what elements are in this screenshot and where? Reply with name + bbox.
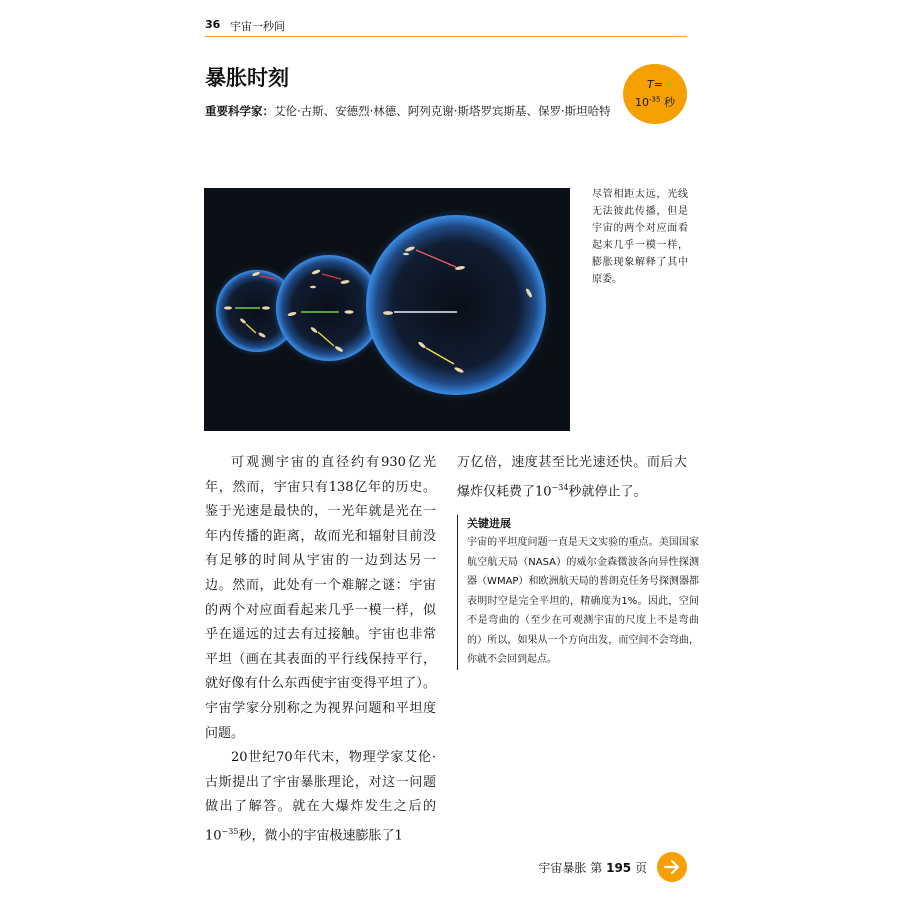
body-column-left — [205, 451, 436, 849]
time-badge-value: $10^{-35}$ 秒 — [635, 95, 675, 109]
time-badge — [623, 64, 687, 124]
body-paragraph-1: 可观测宇宙的直径约有930亿光年，然而，宇宙只有138亿年的历史。鉴于光速是最快的，一光年就是光在一年内传播的距离，故而光和辐射目前没有足够的时间从宇宙的一边到达另一边。然而，此处有一个难解之谜：宇宙的两个对应面看起来几乎一模一样，似乎在遥远的过去有过接触。宇宙也非常平坦（画在其表面的平行线保持平行，就好像有什么东西使宇宙变得平坦了）。宇宙学家分别称之为视界问题和平坦度问题。 — [205, 455, 436, 741]
key-progress-heading: 关键进展 — [467, 517, 511, 530]
cross-reference-text: 宇宙暴胀 第 195 页 — [538, 861, 647, 875]
body-paragraph-2-continued: 万亿倍，速度甚至比光速还快。而后大爆炸仅耗费了$10^{-34}$秒就停止了。 — [457, 455, 687, 499]
page-title: 暴胀时刻 — [205, 66, 289, 90]
figure-caption: 尽管相距太远，光线无法彼此传播，但是宇宙的两个对应面看起来几乎一模一样，膨胀现象解释了其中原委。 — [592, 189, 688, 285]
time-badge-label: T= — [647, 78, 663, 91]
body-column-right — [457, 451, 687, 505]
running-header — [205, 16, 687, 37]
section-title: 宇宙一秒间 — [230, 20, 285, 33]
body-paragraph-2: 20世纪70年代末，物理学家艾伦·古斯提出了宇宙暴胀理论，对这一问题做出了解答。就在大爆炸发生之后的$10^{-35}$秒，微小的宇宙极速膨胀了1 — [205, 750, 436, 844]
inflation-illustration — [204, 188, 570, 431]
key-scientists-names: 艾伦·古斯、安德烈·林德、阿列克谢·斯塔罗宾斯基、保罗·斯坦哈特 — [274, 104, 611, 118]
page-number: 36 — [205, 18, 221, 31]
key-scientists — [205, 102, 625, 121]
key-scientists-label: 重要科学家： — [205, 104, 274, 118]
arrow-right-icon[interactable] — [657, 852, 687, 882]
expanding-universe-spheres — [204, 188, 570, 431]
key-progress-text: 宇宙的平坦度问题一直是天文实验的重点。美国国家航空航天局（NASA）的威尔金森微波各向异性探测器（WMAP）和欧洲航天局的普朗克任务号探测器都表明时空是完全平坦的，精确度为1%。因此，空间不是弯曲的（至少在可观测宇宙的尺度上不是弯曲的）所以，如果从一个方向出发，而空间不会弯曲，你就不会回到起点。 — [467, 537, 699, 665]
key-progress-box — [457, 515, 699, 670]
